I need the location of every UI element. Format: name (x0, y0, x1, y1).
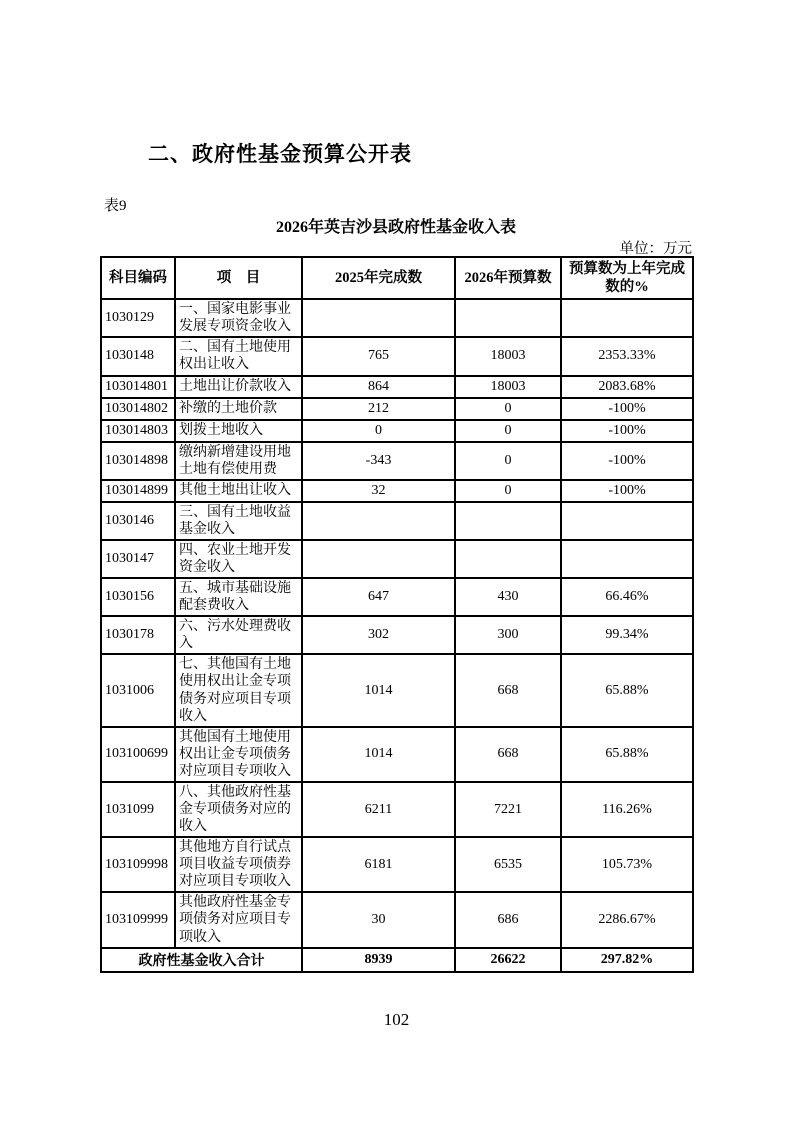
percent-cell: -100% (561, 420, 693, 442)
percent-cell: 99.34% (561, 616, 693, 654)
value-2026-cell: 430 (455, 578, 561, 616)
code-cell: 103014898 (101, 442, 175, 480)
code-cell: 103014803 (101, 420, 175, 442)
code-cell: 103014801 (101, 376, 175, 398)
item-cell: 二、国有土地使用权出让收入 (175, 337, 302, 375)
value-2026-cell: 7221 (455, 782, 561, 837)
table-row (101, 892, 693, 947)
header-2025-completed: 2025年完成数 (302, 257, 455, 299)
value-2025-cell: 0 (302, 420, 455, 442)
table-title: 2026年英吉沙县政府性基金收入表 (275, 219, 516, 236)
table-row (101, 727, 693, 782)
table-row (101, 299, 693, 337)
value-2026-cell: 18003 (455, 376, 561, 398)
code-cell: 1030129 (101, 299, 175, 337)
percent-cell: 65.88% (561, 727, 693, 782)
percent-cell: -100% (561, 442, 693, 480)
percent-cell: 105.73% (561, 837, 693, 892)
value-2026-cell: 0 (455, 420, 561, 442)
percent-cell (561, 540, 693, 578)
header-percent: 预算数为上年完成数的% (561, 257, 693, 299)
value-2025-cell: 1014 (302, 654, 455, 726)
table-row (101, 480, 693, 502)
code-cell: 1030146 (101, 502, 175, 540)
header-item: 项 目 (175, 257, 302, 299)
item-cell: 八、其他政府性基金专项债务对应的收入 (175, 782, 302, 837)
item-cell: 缴纳新增建设用地土地有偿使用费 (175, 442, 302, 480)
value-2026-cell: 0 (455, 442, 561, 480)
value-2026-cell: 668 (455, 654, 561, 726)
item-cell: 补缴的土地价款 (175, 398, 302, 420)
item-cell: 划拨土地收入 (175, 420, 302, 442)
total-row (101, 948, 693, 972)
percent-cell: -100% (561, 398, 693, 420)
value-2025-cell: 6211 (302, 782, 455, 837)
value-2025-cell: 302 (302, 616, 455, 654)
percent-cell: -100% (561, 480, 693, 502)
item-cell: 七、其他国有土地使用权出让金专项债务对应项目专项收入 (175, 654, 302, 726)
item-cell: 五、城市基础设施配套费收入 (175, 578, 302, 616)
table-row (101, 502, 693, 540)
value-2026-cell: 6535 (455, 837, 561, 892)
total-2026-cell: 26622 (455, 948, 561, 972)
table-row (101, 376, 693, 398)
table-number-label: 表9 (104, 198, 127, 214)
value-2026-cell: 300 (455, 616, 561, 654)
percent-cell: 2286.67% (561, 892, 693, 947)
item-cell: 其他国有土地使用权出让金专项债务对应项目专项收入 (175, 727, 302, 782)
code-cell: 1030156 (101, 578, 175, 616)
value-2025-cell: 864 (302, 376, 455, 398)
table-row (101, 398, 693, 420)
item-cell: 土地出让价款收入 (175, 376, 302, 398)
value-2025-cell: 647 (302, 578, 455, 616)
value-2025-cell (302, 299, 455, 337)
item-cell: 其他政府性基金专项债务对应项目专项收入 (175, 892, 302, 947)
percent-cell (561, 299, 693, 337)
budget-income-table (100, 256, 694, 973)
item-cell: 其他土地出让收入 (175, 480, 302, 502)
value-2025-cell: 32 (302, 480, 455, 502)
table-row (101, 442, 693, 480)
value-2025-cell: -343 (302, 442, 455, 480)
table-header-row (101, 257, 693, 299)
table-row (101, 578, 693, 616)
value-2026-cell (455, 299, 561, 337)
item-cell: 三、国有土地收益基金收入 (175, 502, 302, 540)
percent-cell: 2353.33% (561, 337, 693, 375)
page-number: 102 (383, 1010, 410, 1029)
code-cell: 1031099 (101, 782, 175, 837)
table-row (101, 337, 693, 375)
table-row (101, 654, 693, 726)
value-2026-cell: 668 (455, 727, 561, 782)
value-2025-cell (302, 502, 455, 540)
percent-cell: 65.88% (561, 654, 693, 726)
value-2025-cell: 6181 (302, 837, 455, 892)
value-2026-cell (455, 502, 561, 540)
code-cell: 103100699 (101, 727, 175, 782)
code-cell: 1030178 (101, 616, 175, 654)
code-cell: 103109998 (101, 837, 175, 892)
code-cell: 1030148 (101, 337, 175, 375)
total-percent-cell: 297.82% (561, 948, 693, 972)
unit-note: 单位：万元 (619, 241, 692, 257)
value-2026-cell: 0 (455, 398, 561, 420)
item-cell: 其他地方自行试点项目收益专项债券对应项目专项收入 (175, 837, 302, 892)
value-2025-cell: 30 (302, 892, 455, 947)
value-2025-cell (302, 540, 455, 578)
table-row (101, 540, 693, 578)
header-2026-budget: 2026年预算数 (455, 257, 561, 299)
section-title: 二、政府性基金预算公开表 (148, 142, 412, 166)
percent-cell: 116.26% (561, 782, 693, 837)
code-cell: 103014802 (101, 398, 175, 420)
percent-cell (561, 502, 693, 540)
total-label-cell: 政府性基金收入合计 (101, 948, 302, 972)
table-row (101, 420, 693, 442)
value-2026-cell: 0 (455, 480, 561, 502)
code-cell: 103109999 (101, 892, 175, 947)
item-cell: 一、国家电影事业发展专项资金收入 (175, 299, 302, 337)
table-row (101, 616, 693, 654)
value-2026-cell (455, 540, 561, 578)
total-2025-cell: 8939 (302, 948, 455, 972)
item-cell: 四、农业土地开发资金收入 (175, 540, 302, 578)
percent-cell: 66.46% (561, 578, 693, 616)
code-cell: 1031006 (101, 654, 175, 726)
value-2025-cell: 212 (302, 398, 455, 420)
value-2025-cell: 765 (302, 337, 455, 375)
value-2026-cell: 18003 (455, 337, 561, 375)
value-2026-cell: 686 (455, 892, 561, 947)
table-row (101, 837, 693, 892)
header-code: 科目编码 (101, 257, 175, 299)
percent-cell: 2083.68% (561, 376, 693, 398)
code-cell: 103014899 (101, 480, 175, 502)
table-row (101, 782, 693, 837)
code-cell: 1030147 (101, 540, 175, 578)
item-cell: 六、污水处理费收入 (175, 616, 302, 654)
value-2025-cell: 1014 (302, 727, 455, 782)
